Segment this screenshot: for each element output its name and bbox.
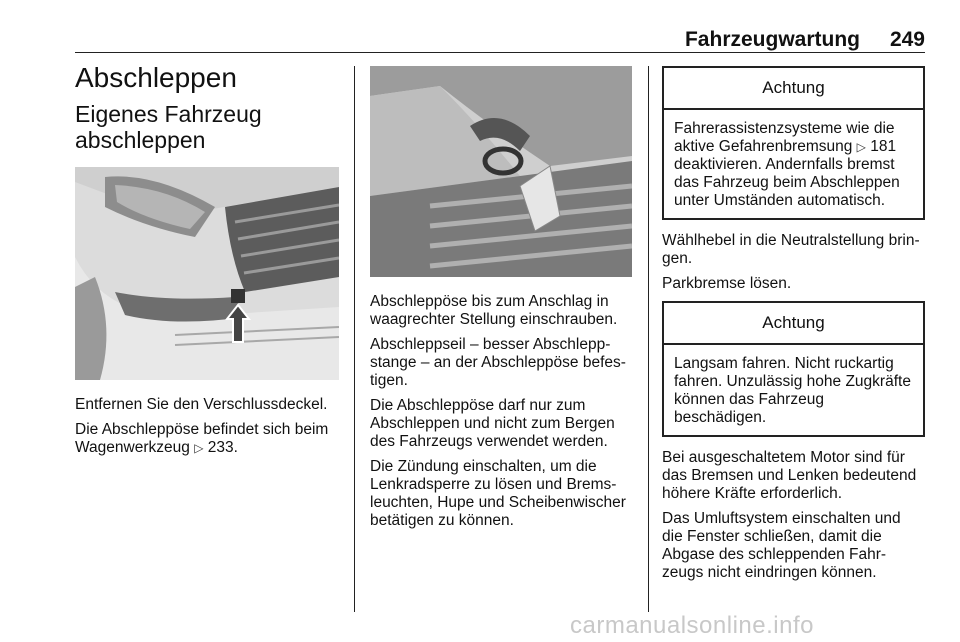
reference-arrow-icon: ▷	[194, 441, 204, 455]
warning-text-before: Fahrerassistenzsysteme wie die aktive Gefahrenbremsung	[674, 120, 895, 155]
subsection-title: Eigenes Fahrzeug abschleppen	[75, 101, 262, 153]
paragraph-ignition-on: Die Zündung einschalten, um die Lenkradsperre zu lösen und Brems-leuchten, Hupe und Scheibenwischer betätigen zu können.	[370, 458, 626, 529]
warning-box-drive-slowly	[662, 301, 925, 437]
warning-text-driver-assistance	[664, 110, 923, 218]
section-title: Abschleppen	[75, 62, 237, 93]
paragraph-engine-off-forces: Bei ausgeschaltetem Motor sind für das Bremsen und Lenken bedeutend höhere Kräfte erforderlich.	[662, 449, 917, 502]
column-1	[75, 62, 343, 464]
reference-arrow-icon: ▷	[856, 140, 866, 154]
towing-eye-photo	[370, 66, 632, 277]
page-number: 249	[889, 28, 925, 51]
warning-box-driver-assistance	[662, 66, 925, 220]
warning-heading: Achtung	[664, 68, 923, 110]
column-divider-2	[648, 66, 649, 612]
reference-page-233: 233.	[207, 439, 238, 456]
paragraph-remove-cover: Entfernen Sie den Verschlussdeckel.	[75, 396, 328, 413]
header-rule	[75, 52, 925, 53]
column-divider-1	[354, 66, 355, 612]
paragraph-attach-tow-rope: Abschleppseil – besser Abschlepp-stange – an der Abschleppöse befes-tigen.	[370, 336, 626, 389]
paragraph-towing-eye-usage: Die Abschleppöse darf nur zum Abschleppen und nicht zum Bergen des Fahrzeugs verwendet werden.	[370, 397, 615, 450]
column-2	[370, 66, 632, 537]
paragraph-release-parking-brake: Parkbremse lösen.	[662, 275, 792, 292]
paragraph-screw-in-towing-eye: Abschleppöse bis zum Anschlag in waagrechter Stellung einschrauben.	[370, 293, 618, 328]
paragraph-recirculation: Das Umluftsystem einschalten und die Fenster schließen, damit die Abgase des schleppenden Fahr-zeugs nicht eindringen können.	[662, 510, 901, 581]
paragraph-selector-lever: Wählhebel in die Neutralstellung brin-gen.	[662, 232, 920, 267]
watermark: carmanualsonline.info	[570, 612, 814, 639]
towing-eye-illustration	[370, 66, 632, 277]
reference-page-181: 181	[870, 138, 897, 155]
front-bumper-photo	[75, 167, 339, 380]
column-3	[662, 66, 925, 589]
warning-heading: Achtung	[664, 303, 923, 345]
paragraph-towing-eye-location	[75, 421, 343, 457]
front-bumper-illustration	[75, 167, 339, 380]
towing-eye-location-text: Die Abschleppöse befindet sich beim Wagenwerkzeug	[75, 421, 329, 456]
running-header-title: Fahrzeugwartung	[684, 28, 860, 51]
warning-text-drive-slowly: Langsam fahren. Nicht ruckartig fahren. Unzulässig hohe Zugkräfte können das Fahrzeug beschädigen.	[674, 355, 911, 426]
warning-text-after: deaktivieren. Andernfalls bremst das Fahrzeug beim Abschleppen unter Umständen automatisch.	[674, 156, 900, 209]
